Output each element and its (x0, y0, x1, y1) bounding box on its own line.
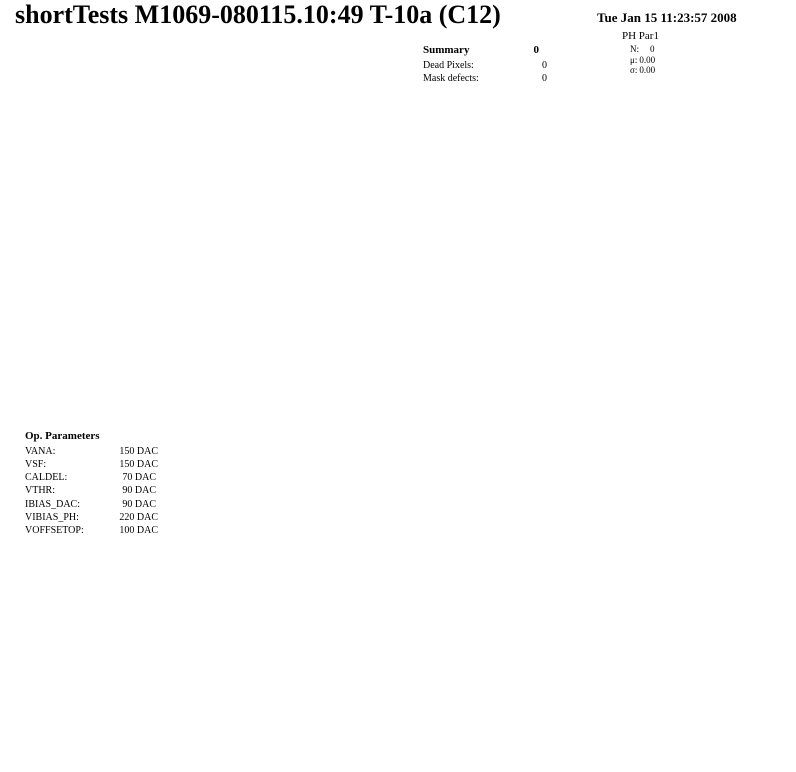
param-value: 150 DAC (119, 446, 158, 457)
ph-n-stat (630, 44, 655, 55)
param-name: IBIAS_DAC: (25, 499, 81, 510)
mask-defects-value: 0 (542, 73, 547, 84)
param-value: 90 DAC (122, 485, 156, 496)
param-value: 100 DAC (119, 525, 158, 536)
param-value: 90 DAC (122, 499, 156, 510)
op-parameters-title: Op. Parameters (25, 430, 100, 442)
param-row (25, 485, 165, 498)
param-value: 70 DAC (122, 472, 156, 483)
param-name: VANA: (25, 446, 56, 457)
summary-label: Summary (423, 44, 470, 56)
ph-mu-value: 0.00 (639, 55, 656, 65)
page-title: shortTests M1069-080115.10:49 T-10a (C12) (15, 0, 501, 29)
ph-sigma-label: σ: (630, 65, 638, 75)
ph-par-stats (600, 30, 680, 80)
param-value: 150 DAC (119, 459, 158, 470)
summary-panel (423, 43, 553, 87)
param-row (25, 525, 165, 538)
ph-sigma-value: 0.00 (639, 65, 656, 75)
summary-value: 0 (533, 44, 539, 56)
ph-n-value: 0 (650, 44, 655, 54)
param-row (25, 459, 165, 472)
timestamp: Tue Jan 15 11:23:57 2008 (597, 10, 737, 25)
param-value: 220 DAC (119, 512, 158, 523)
ph-par-title: PH Par1 (622, 30, 659, 42)
param-name: VOFFSETOP: (25, 525, 84, 536)
ph-n-label: N: (630, 44, 639, 54)
dead-pixels-label: Dead Pixels: (423, 60, 474, 71)
param-row (25, 512, 165, 525)
param-name: VTHR: (25, 485, 55, 496)
param-row (25, 472, 165, 485)
dead-pixels-value: 0 (542, 60, 547, 71)
param-row (25, 499, 165, 512)
param-name: VIBIAS_PH: (25, 512, 79, 523)
ph-sigma-stat (630, 65, 655, 75)
ph-mu-label: μ: (630, 55, 638, 65)
param-name: CALDEL: (25, 472, 68, 483)
param-row (25, 446, 165, 459)
mask-defects-label: Mask defects: (423, 73, 479, 84)
op-parameters-panel (25, 429, 175, 541)
ph-mu-stat (630, 55, 655, 65)
param-name: VSF: (25, 459, 47, 470)
